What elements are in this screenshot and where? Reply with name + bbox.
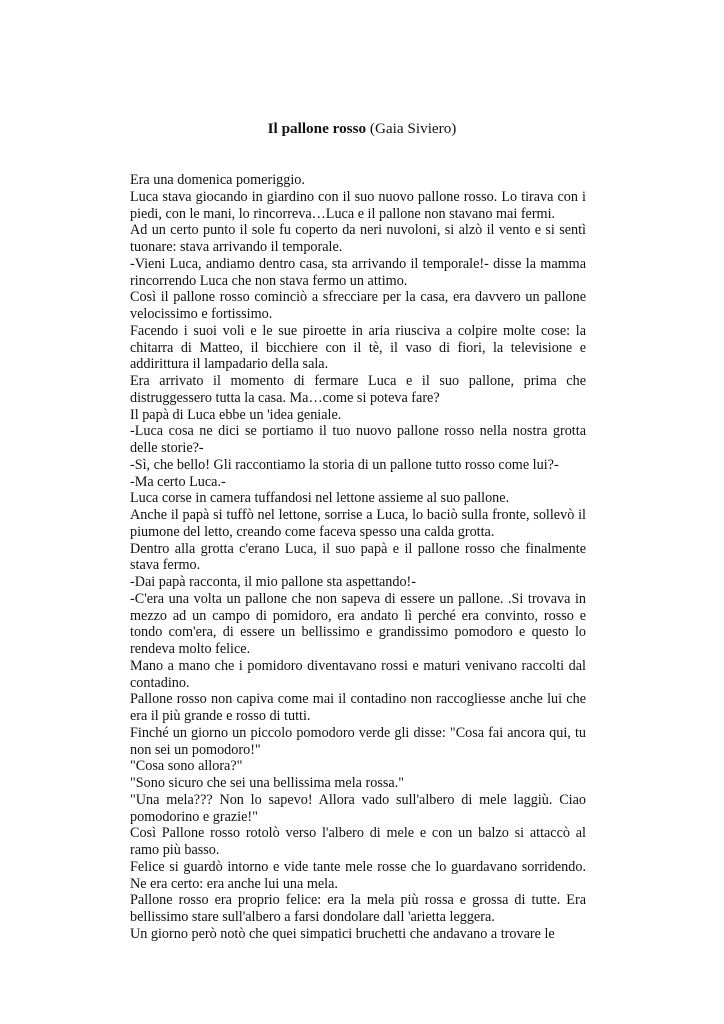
paragraph: Pallone rosso non capiva come mai il contadino non raccogliesse anche lui che era il più grande e rosso di tutti. (130, 691, 586, 724)
paragraph: "Una mela??? Non lo sapevo! Allora vado sull'albero di mele laggiù. Ciao pomodorino e grazie!" (130, 791, 586, 825)
paragraph: Così il pallone rosso cominciò a sfrecciare per la casa, era davvero un pallone velocissimo e fortissimo. (130, 289, 586, 322)
paragraph: -Ma certo Luca.- (130, 473, 226, 490)
paragraph: -Vieni Luca, andiamo dentro casa, sta arrivando il temporale!- disse la mamma rincorrendo Luca che non stava fermo un attimo. (130, 255, 586, 289)
paragraph: Finché un giorno un piccolo pomodoro verde gli disse: "Cosa fai ancora qui, tu non sei un pomodoro!" (130, 724, 586, 758)
paragraph: Anche il papà si tuffò nel lettone, sorrise a Luca, lo baciò sulla fronte, sollevò il piumone del letto, creando come faceva spesso una calda grotta. (130, 507, 586, 540)
story-body (130, 172, 586, 943)
paragraph: Facendo i suoi voli e le sue piroette in aria riusciva a colpire molte cose: la chitarra di Matteo, il bicchiere con il tè, il vaso di fiori, la televisione e addirittura il lampadario della sala. (130, 322, 586, 373)
paragraph: -Sì, che bello! Gli raccontiamo la storia di un pallone tutto rosso come lui?- (130, 456, 559, 473)
paragraph: Mano a mano che i pomidoro diventavano rossi e maturi venivano raccolti dal contadino. (130, 657, 586, 691)
paragraph: -Luca cosa ne dici se portiamo il tuo nuovo pallone rosso nella nostra grotta delle storie?- (130, 423, 586, 456)
title-author: (Gaia Siviero) (369, 120, 457, 137)
paragraph: Il papà di Luca ebbe un 'idea geniale. (130, 406, 342, 423)
paragraph: "Cosa sono allora?" (130, 758, 243, 775)
paragraph: Pallone rosso era proprio felice: era la mela più rossa e grossa di tutte. Era bellissimo stare sull'albero a farsi dondolare dall 'arietta leggera. (130, 892, 586, 925)
paragraph: -Dai papà racconta, il mio pallone sta aspettando!- (130, 574, 417, 590)
paragraph: Dentro alla grotta c'erano Luca, il suo papà e il pallone rosso che finalmente stava fermo. (130, 540, 586, 574)
paragraph: Luca stava giocando in giardino con il suo nuovo pallone rosso. Lo tirava con i piedi, con le mani, lo rincorreva…Luca e il pallone non stavano mai fermi. (130, 188, 586, 222)
paragraph: Un giorno però notò che quei simpatici bruchetti che andavano a trovare le (130, 925, 555, 942)
paragraph: Ad un certo punto il sole fu coperto da neri nuvoloni, si alzò il vento e si sentì tuonare: stava arrivando il temporale. (130, 222, 586, 255)
paragraph: -C'era una volta un pallone che non sapeva di essere un pallone. .Si trovava in mezzo ad un campo di pomidoro, era andato lì perché era convinto, rosso e tondo com'era, di essere un bellissimo e grandissimo pomodoro e questo lo rendeva molto felice. (130, 590, 586, 657)
paragraph: Così Pallone rosso rotolò verso l'albero di mele e con un balzo si attaccò al ramo più basso. (130, 825, 586, 858)
paragraph: Era una domenica pomeriggio. (130, 172, 305, 188)
paragraph: Felice si guardò intorno e vide tante mele rosse che lo guardavano sorridendo. Ne era certo: era anche lui una mela. (130, 858, 586, 892)
title-main: Il pallone rosso (267, 120, 367, 137)
paragraph: Era arrivato il momento di fermare Luca e il suo pallone, prima che distruggessero tutta la casa. Ma…come si poteva fare? (130, 373, 586, 406)
paragraph: "Sono sicuro che sei una bellissima mela rossa." (130, 775, 404, 791)
story-title (0, 119, 724, 139)
paragraph: Luca corse in camera tuffandosi nel lettone assieme al suo pallone. (130, 490, 510, 507)
